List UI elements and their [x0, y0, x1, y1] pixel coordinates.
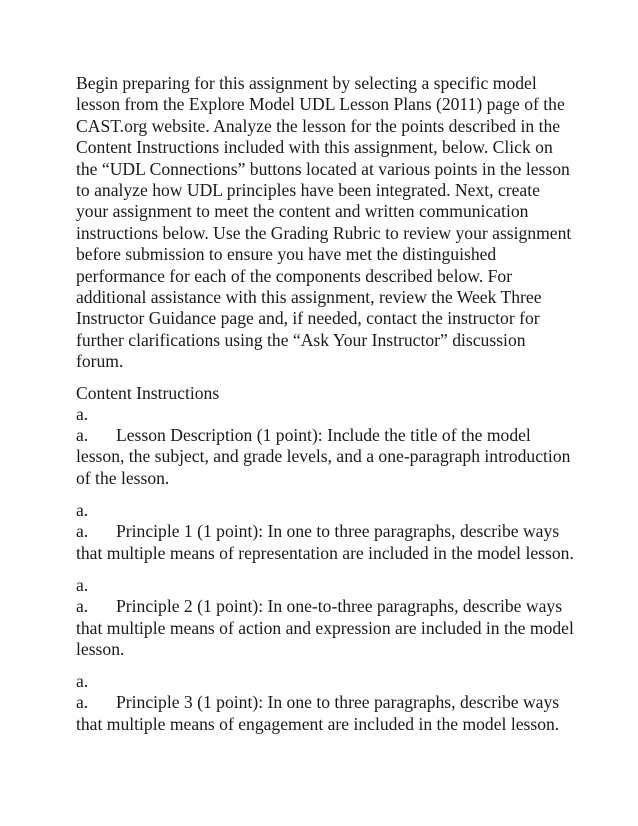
leading-marker: a.: [76, 404, 89, 424]
instruction-item-principle-3: [76, 671, 576, 735]
content-instructions-heading: Content Instructions: [76, 383, 220, 403]
item-text: Principle 2 (1 point): In one-to-three paragraphs, describe ways that multiple means of action and expression are included in the model lesson.: [76, 596, 574, 660]
instruction-item-principle-2: [76, 575, 576, 661]
instruction-item-lesson-description: [76, 425, 576, 489]
item-marker: a.: [76, 596, 89, 617]
item-marker: a.: [76, 425, 89, 445]
item-marker: a.: [76, 692, 89, 713]
item-text: Lesson Description (1 point): Include the title of the model lesson, the subject, and grade levels, and a one-paragraph introduction of the lesson.: [76, 425, 571, 488]
item-text: Principle 1 (1 point): In one to three paragraphs, describe ways that multiple means of representation are included in the model lesson.: [76, 521, 574, 563]
item-text: Principle 3 (1 point): In one to three paragraphs, describe ways that multiple means of engagement are included in the model lesson.: [76, 692, 560, 734]
item-pre-marker: a.: [76, 500, 89, 520]
instruction-item-principle-1: [76, 500, 576, 564]
item-pre-marker: a.: [76, 671, 89, 691]
intro-paragraph: Begin preparing for this assignment by selecting a specific model lesson from the Explore Model UDL Lesson Plans (2011) page of the CAST.org website. Analyze the lesson for the points described in the Content Instructions included with this assignment, below. Click on the “UDL Connections” buttons located at various points in the lesson to analyze how UDL principles have been integrated. Next, create your assignment to meet the content and written communication instructions below. Use the Grading Rubric to review your assignment before submission to ensure you have met the distinguished performance for each of the components described below. For additional assistance with this assignment, review the Week Three Instructor Guidance page and, if needed, contact the instructor for further clarifications using the “Ask Your Instructor” discussion forum.: [76, 73, 572, 372]
item-pre-marker: a.: [76, 575, 89, 595]
item-marker: a.: [76, 521, 89, 542]
